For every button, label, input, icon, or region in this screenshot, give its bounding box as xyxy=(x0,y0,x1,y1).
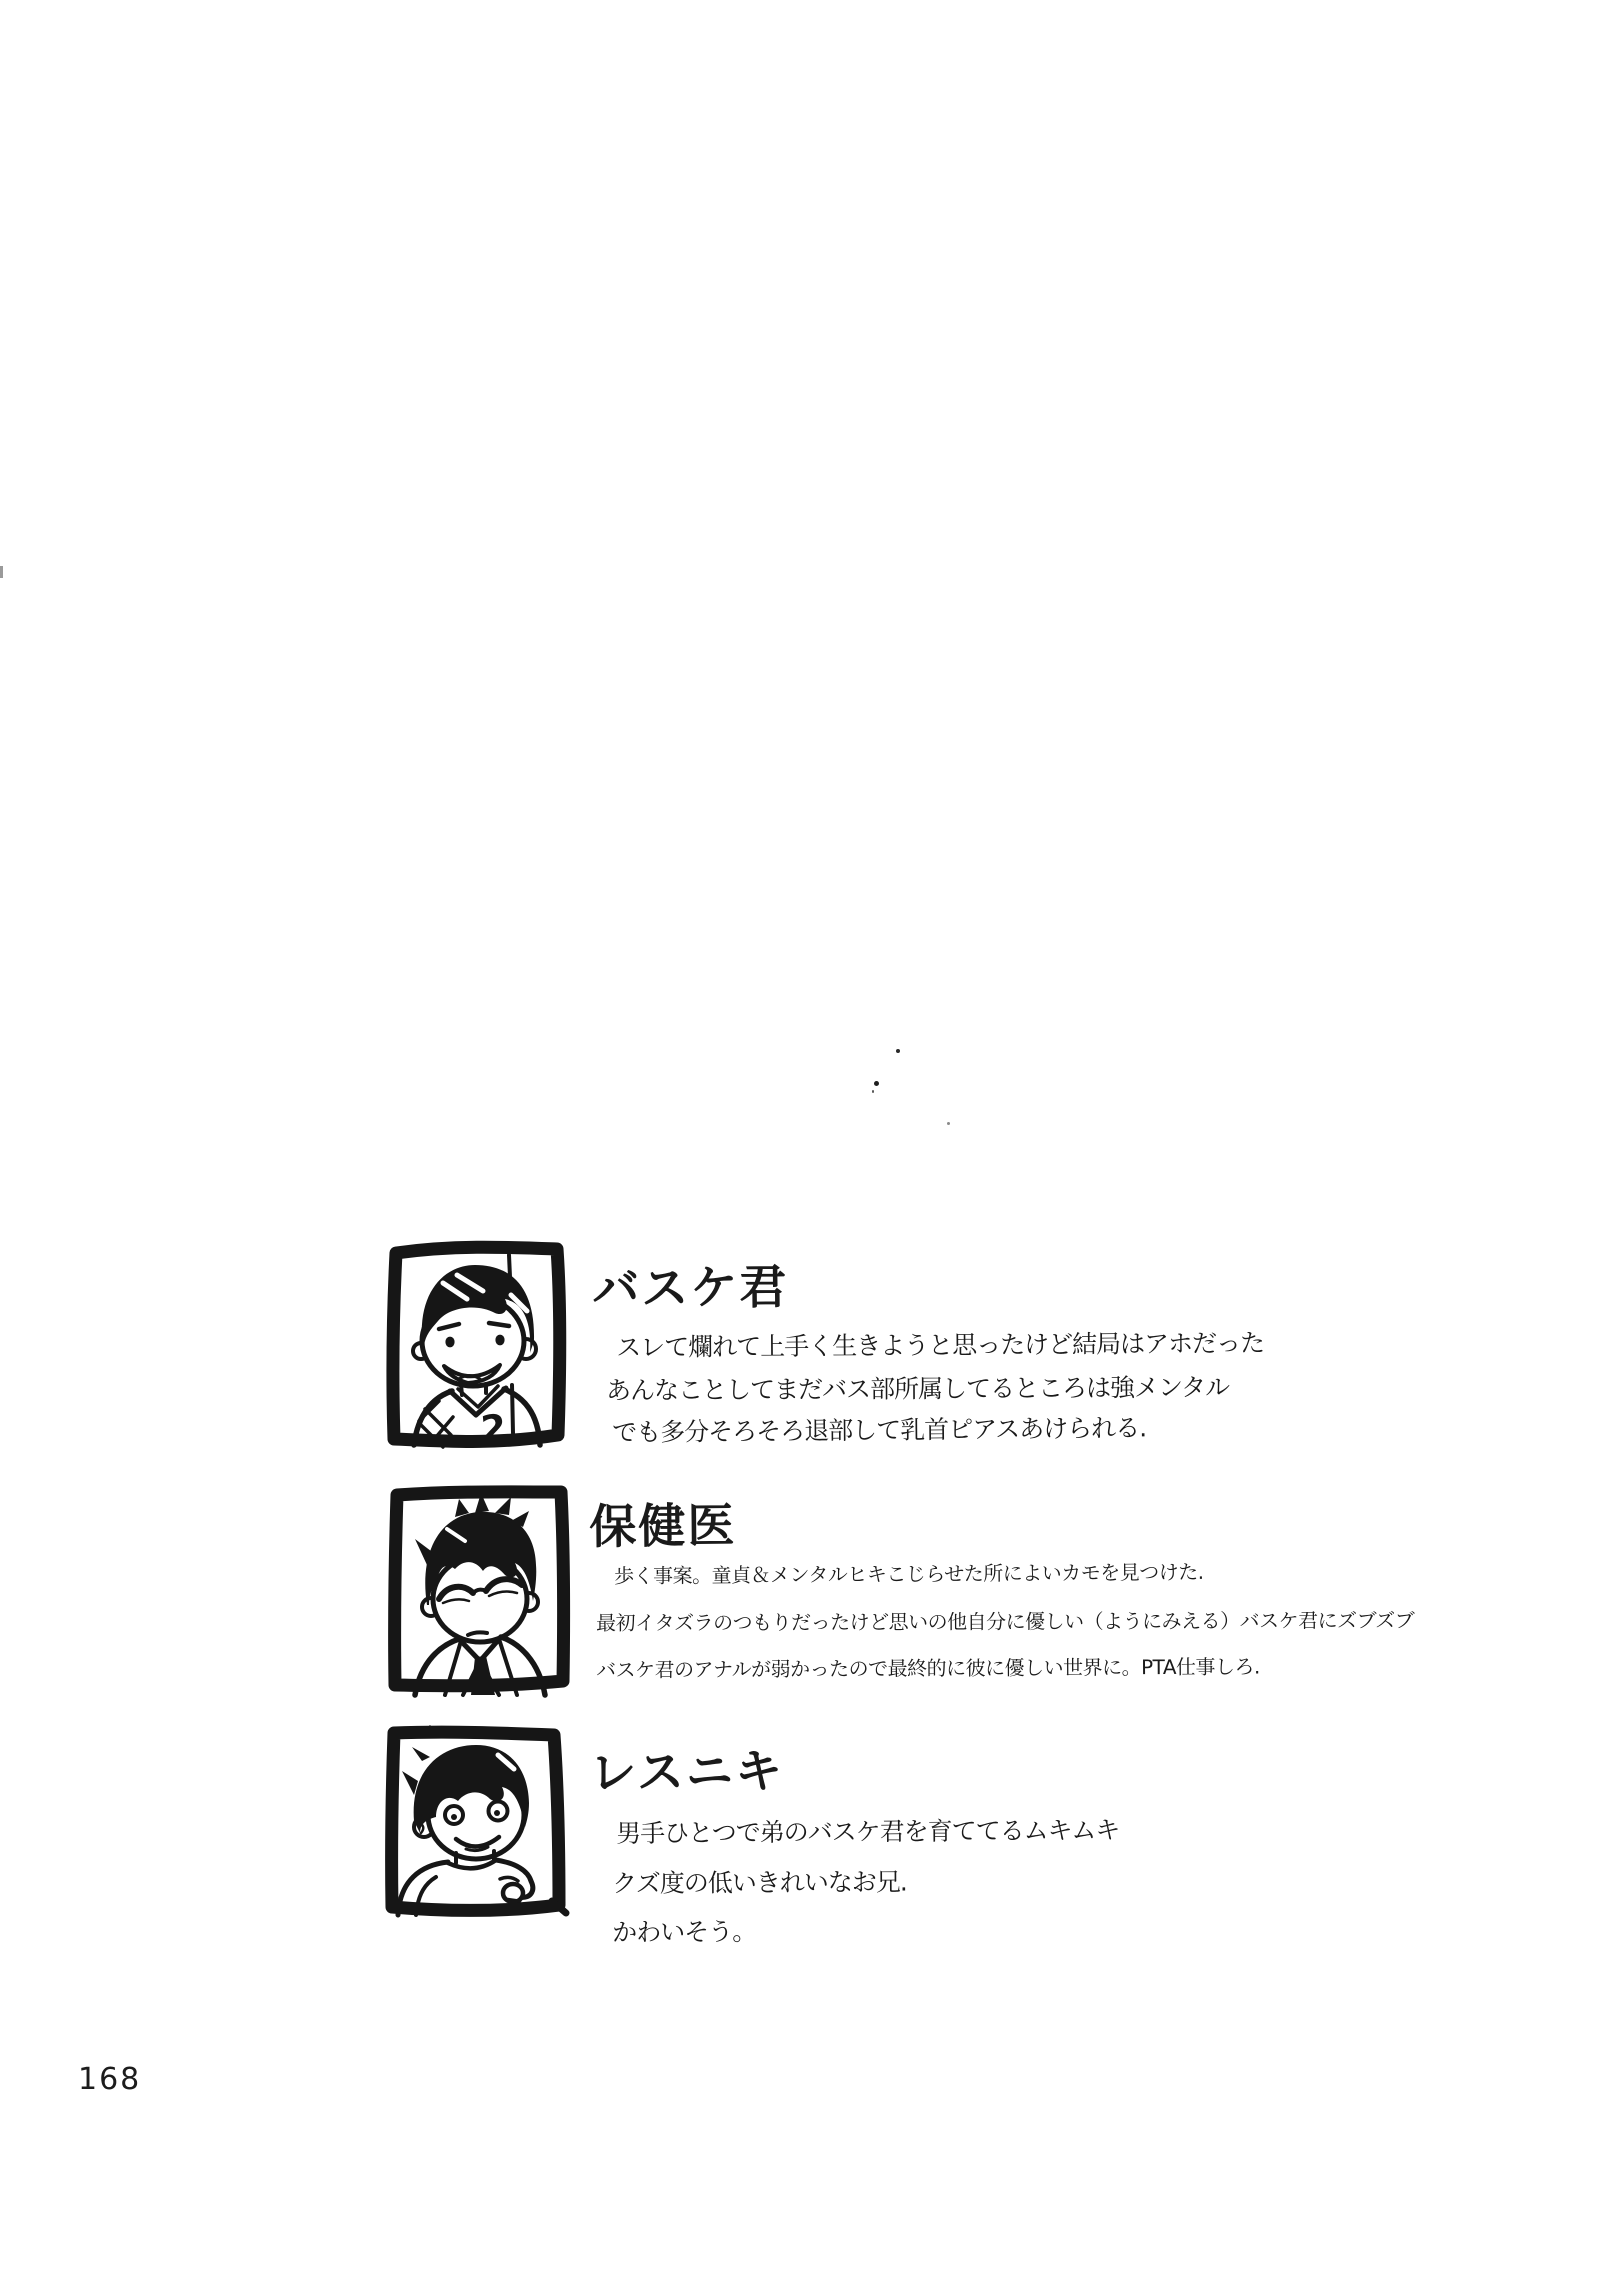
character-description-line: あんなことしてまだバス部所属してるところは強メンタル xyxy=(606,1372,1230,1405)
character-description-line: スレて爛れて上手く生きようと思ったけど結局はアホだった xyxy=(616,1328,1265,1362)
jersey-number: 2 xyxy=(479,1407,508,1451)
character-name-resuniki: レスニキ xyxy=(589,1743,785,1801)
scan-speck xyxy=(947,1122,950,1125)
character-name-hokeni: 保健医 xyxy=(589,1498,737,1555)
character-description-line: クズ度の低いきれいなお兄. xyxy=(612,1867,907,1898)
school-doctor-portrait xyxy=(383,1481,577,1697)
big-brother-portrait xyxy=(382,1721,572,1921)
scan-speck xyxy=(896,1049,900,1053)
page-number: 168 xyxy=(78,2062,142,2097)
basketball-boy-portrait xyxy=(383,1237,571,1451)
character-description-line: 男手ひとつで弟のバスケ君を育ててるムキムキ xyxy=(616,1815,1120,1848)
character-description-line: 最初イタズラのつもりだったけど思いの他自分に優しい（ようにみえる）バスケ君にズブズブ xyxy=(596,1608,1415,1635)
scan-speck xyxy=(874,1081,879,1086)
character-name-basuke-kun: バスケ君 xyxy=(592,1259,789,1317)
character-description-line: バスケ君のアナルが弱かったので最終的に彼に優しい世界に。PTA仕事しろ. xyxy=(596,1654,1260,1682)
character-description-line: かわいそう。 xyxy=(612,1916,757,1947)
scan-speck xyxy=(0,566,3,578)
character-description-line: でも多分そろそろ退部して乳首ピアスあけられる. xyxy=(612,1413,1147,1447)
scan-speck xyxy=(872,1090,874,1093)
character-description-line: 歩く事案。童貞＆メンタルヒキこじらせた所によいカモを見つけた. xyxy=(614,1559,1204,1588)
